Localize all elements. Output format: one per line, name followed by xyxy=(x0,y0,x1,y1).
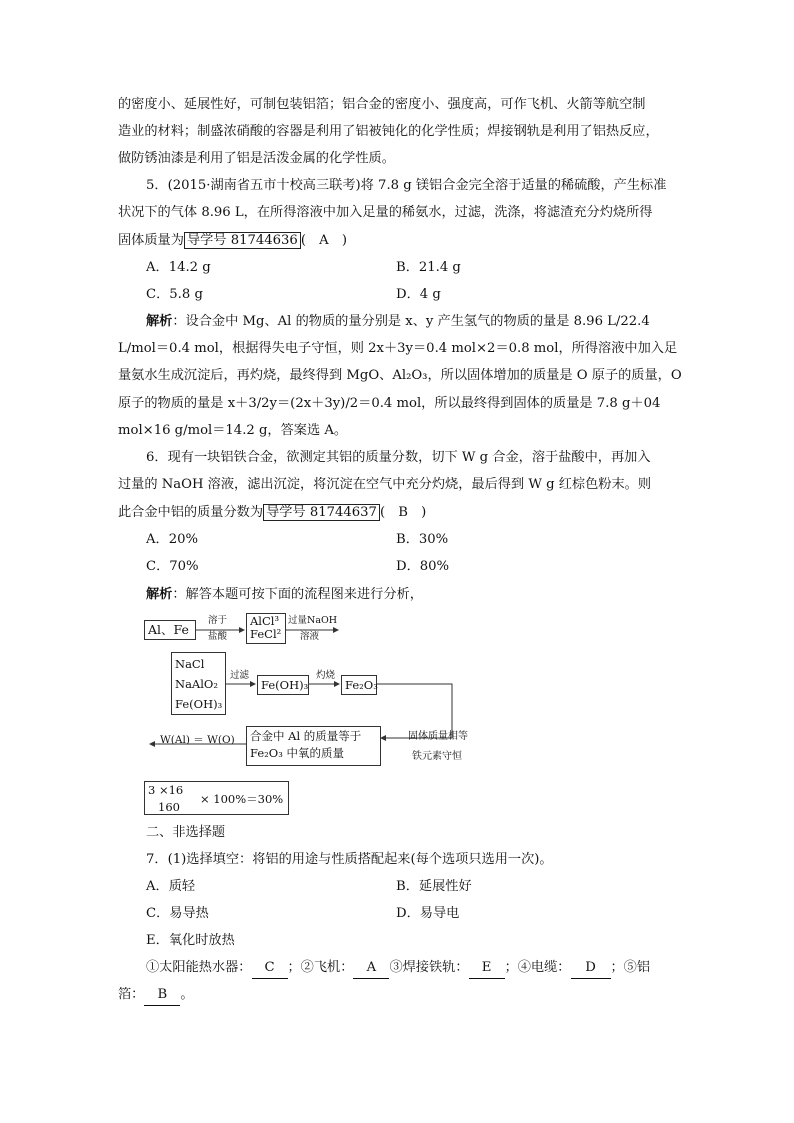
q5-explanation: L/mol＝0.4 mol，根据得失电子守恒，则 2x＋3y＝0.4 mol×2＝0.8 mol，所得溶液中加入足 xyxy=(118,341,678,356)
chloride-al: AlCl³ xyxy=(250,614,280,628)
fill-text: 箔： xyxy=(118,987,145,1002)
q7-fill-line xyxy=(146,958,650,979)
expl-text: ：设合金中 Mg、Al 的物质的量分别是 x、y 产生氢气的物质的量是 8.96 L/22.4 xyxy=(172,314,650,329)
arrow-label: 灼烧 xyxy=(316,670,336,681)
q7-fill-line xyxy=(118,985,194,1006)
arrow-label: 过滤 xyxy=(230,670,250,681)
q6-code-link[interactable]: 导学号 81744637 xyxy=(263,504,380,521)
q6-line: 6．现有一块铝铁合金，欲测定其铝的质量分数，切下 W g 合金，溶于盐酸中，再加入 xyxy=(146,450,651,465)
right-label: 固体质量相等 xyxy=(408,731,468,742)
q6-option: A．20% xyxy=(146,532,199,547)
fill-text: 。 xyxy=(180,987,194,1002)
q6-line: 过量的 NaOH 溶液，滤出沉淀，将沉淀在空气中充分灼烧，最后得到 W g 红棕色粉末。则 xyxy=(118,477,652,492)
calc-denominator: 160 xyxy=(158,800,180,814)
q5-code-link[interactable]: 导学号 81744636 xyxy=(184,232,301,249)
q5-answer: ( A ) xyxy=(300,233,348,248)
q5-line: 5．(2015·湖南省五市十校高三联考)将 7.8 g 镁铝合金完全溶于适量的稀硫酸，产生标准 xyxy=(146,178,667,193)
fill-text: ①太阳能热水器： xyxy=(146,960,252,975)
precipitate-box xyxy=(171,652,226,715)
fill-text: ③焊接铁轨： xyxy=(389,960,469,975)
q5-explanation: 原子的物质的量是 x＋3/2y＝(2x＋3y)/2＝0.4 mol，所以最终得到固体的质量是 7.8 g＋04 xyxy=(118,396,661,411)
fill-answer: A xyxy=(353,958,389,979)
expl-text: ：解答本题可按下面的流程图来进行分析， xyxy=(172,587,423,602)
text-line: 做防锈油漆是利用了铝是活泼金属的化学性质。 xyxy=(118,151,395,166)
q7-option: E．氧化时放热 xyxy=(146,933,235,948)
right-label: 铁元素守恒 xyxy=(412,751,462,762)
q5-option: B．21.4 g xyxy=(396,260,461,275)
q7-option: A．质轻 xyxy=(146,879,196,894)
fill-answer: B xyxy=(144,985,180,1006)
ppt-item: NaAlO₂ xyxy=(175,677,218,691)
feoh-box: Fe(OH)₃ xyxy=(257,675,309,695)
q5-option: C．5.8 g xyxy=(146,287,203,302)
q5-line: 状况下的气体 8.96 L，在所得溶液中加入足量的稀氨水，过滤，洗涤，将滤渣充分灼烧所得 xyxy=(118,205,653,220)
expl-label: 解析 xyxy=(146,314,173,329)
fill-text: ；②飞机： xyxy=(287,960,354,975)
q6-stem: 此合金中铝的质量分数为 xyxy=(118,505,264,520)
ppt-item: NaCl xyxy=(175,657,205,671)
q5-option: A．14.2 g xyxy=(146,260,211,275)
q6-answer: ( B ) xyxy=(379,505,427,520)
q7-option: B．延展性好 xyxy=(396,879,472,894)
wal-label: W(Al) ＝ W(O) xyxy=(160,734,235,746)
expl-label: 解析 xyxy=(146,587,173,602)
q5-stem: 固体质量为 xyxy=(118,233,184,248)
fill-text: ；④电缆： xyxy=(504,960,571,975)
q6-option: C．70% xyxy=(146,559,199,574)
arrow-label: 过量NaOH xyxy=(288,615,338,626)
ppt-item: Fe(OH)₃ xyxy=(175,697,223,711)
connector xyxy=(377,684,452,738)
fill-answer: C xyxy=(252,958,288,979)
mass-line: 合金中 Al 的质量等于 xyxy=(250,729,362,743)
text-line: 造业的材料；制盛浓硝酸的容器是利用了铝被钝化的化学性质；焊接钢轨是利用了铝热反应， xyxy=(118,124,659,139)
q7-option: C．易导热 xyxy=(146,906,209,921)
q6-option: D．80% xyxy=(396,559,450,574)
mass-equal-box xyxy=(246,726,381,766)
section-title: 二、非选择题 xyxy=(146,825,226,840)
text-line: 的密度小、延展性好，可制包装铝箔；铝合金的密度小、强度高，可作飞机、火箭等航空制 xyxy=(118,97,646,112)
q5-option: D．4 g xyxy=(396,287,441,302)
q5-explanation: mol×16 g/mol＝14.2 g，答案选 A。 xyxy=(118,423,348,438)
mass-line: Fe₂O₃ 中氧的质量 xyxy=(250,746,344,760)
calc-numerator: 3 ×16 xyxy=(148,783,184,797)
calc-result: × 100%＝30% xyxy=(200,792,284,806)
q6-option: B．30% xyxy=(396,532,449,547)
arrow-label: 溶液 xyxy=(300,631,320,642)
flow-start-box: Al、Fe xyxy=(144,620,196,640)
fe2o3-box: Fe₂O₃ xyxy=(341,675,377,695)
q7-option: D．易导电 xyxy=(396,906,460,921)
fill-answer: E xyxy=(469,958,505,979)
q7-line: 7．(1)选择填空：将铝的用途与性质搭配起来(每个选项只选用一次)。 xyxy=(146,852,553,867)
arrow-label: 盐酸 xyxy=(208,631,228,642)
q5-explanation: 量氨水生成沉淀后，再灼烧，最终得到 MgO、Al₂O₃，所以固体增加的质量是 O 原子的质量，O xyxy=(118,368,682,383)
fill-text: ；⑤铝 xyxy=(610,960,651,975)
chloride-box xyxy=(246,613,286,644)
fill-answer: D xyxy=(571,958,611,979)
chloride-fe: FeCl² xyxy=(250,627,282,641)
arrow-label: 溶于 xyxy=(208,615,228,626)
